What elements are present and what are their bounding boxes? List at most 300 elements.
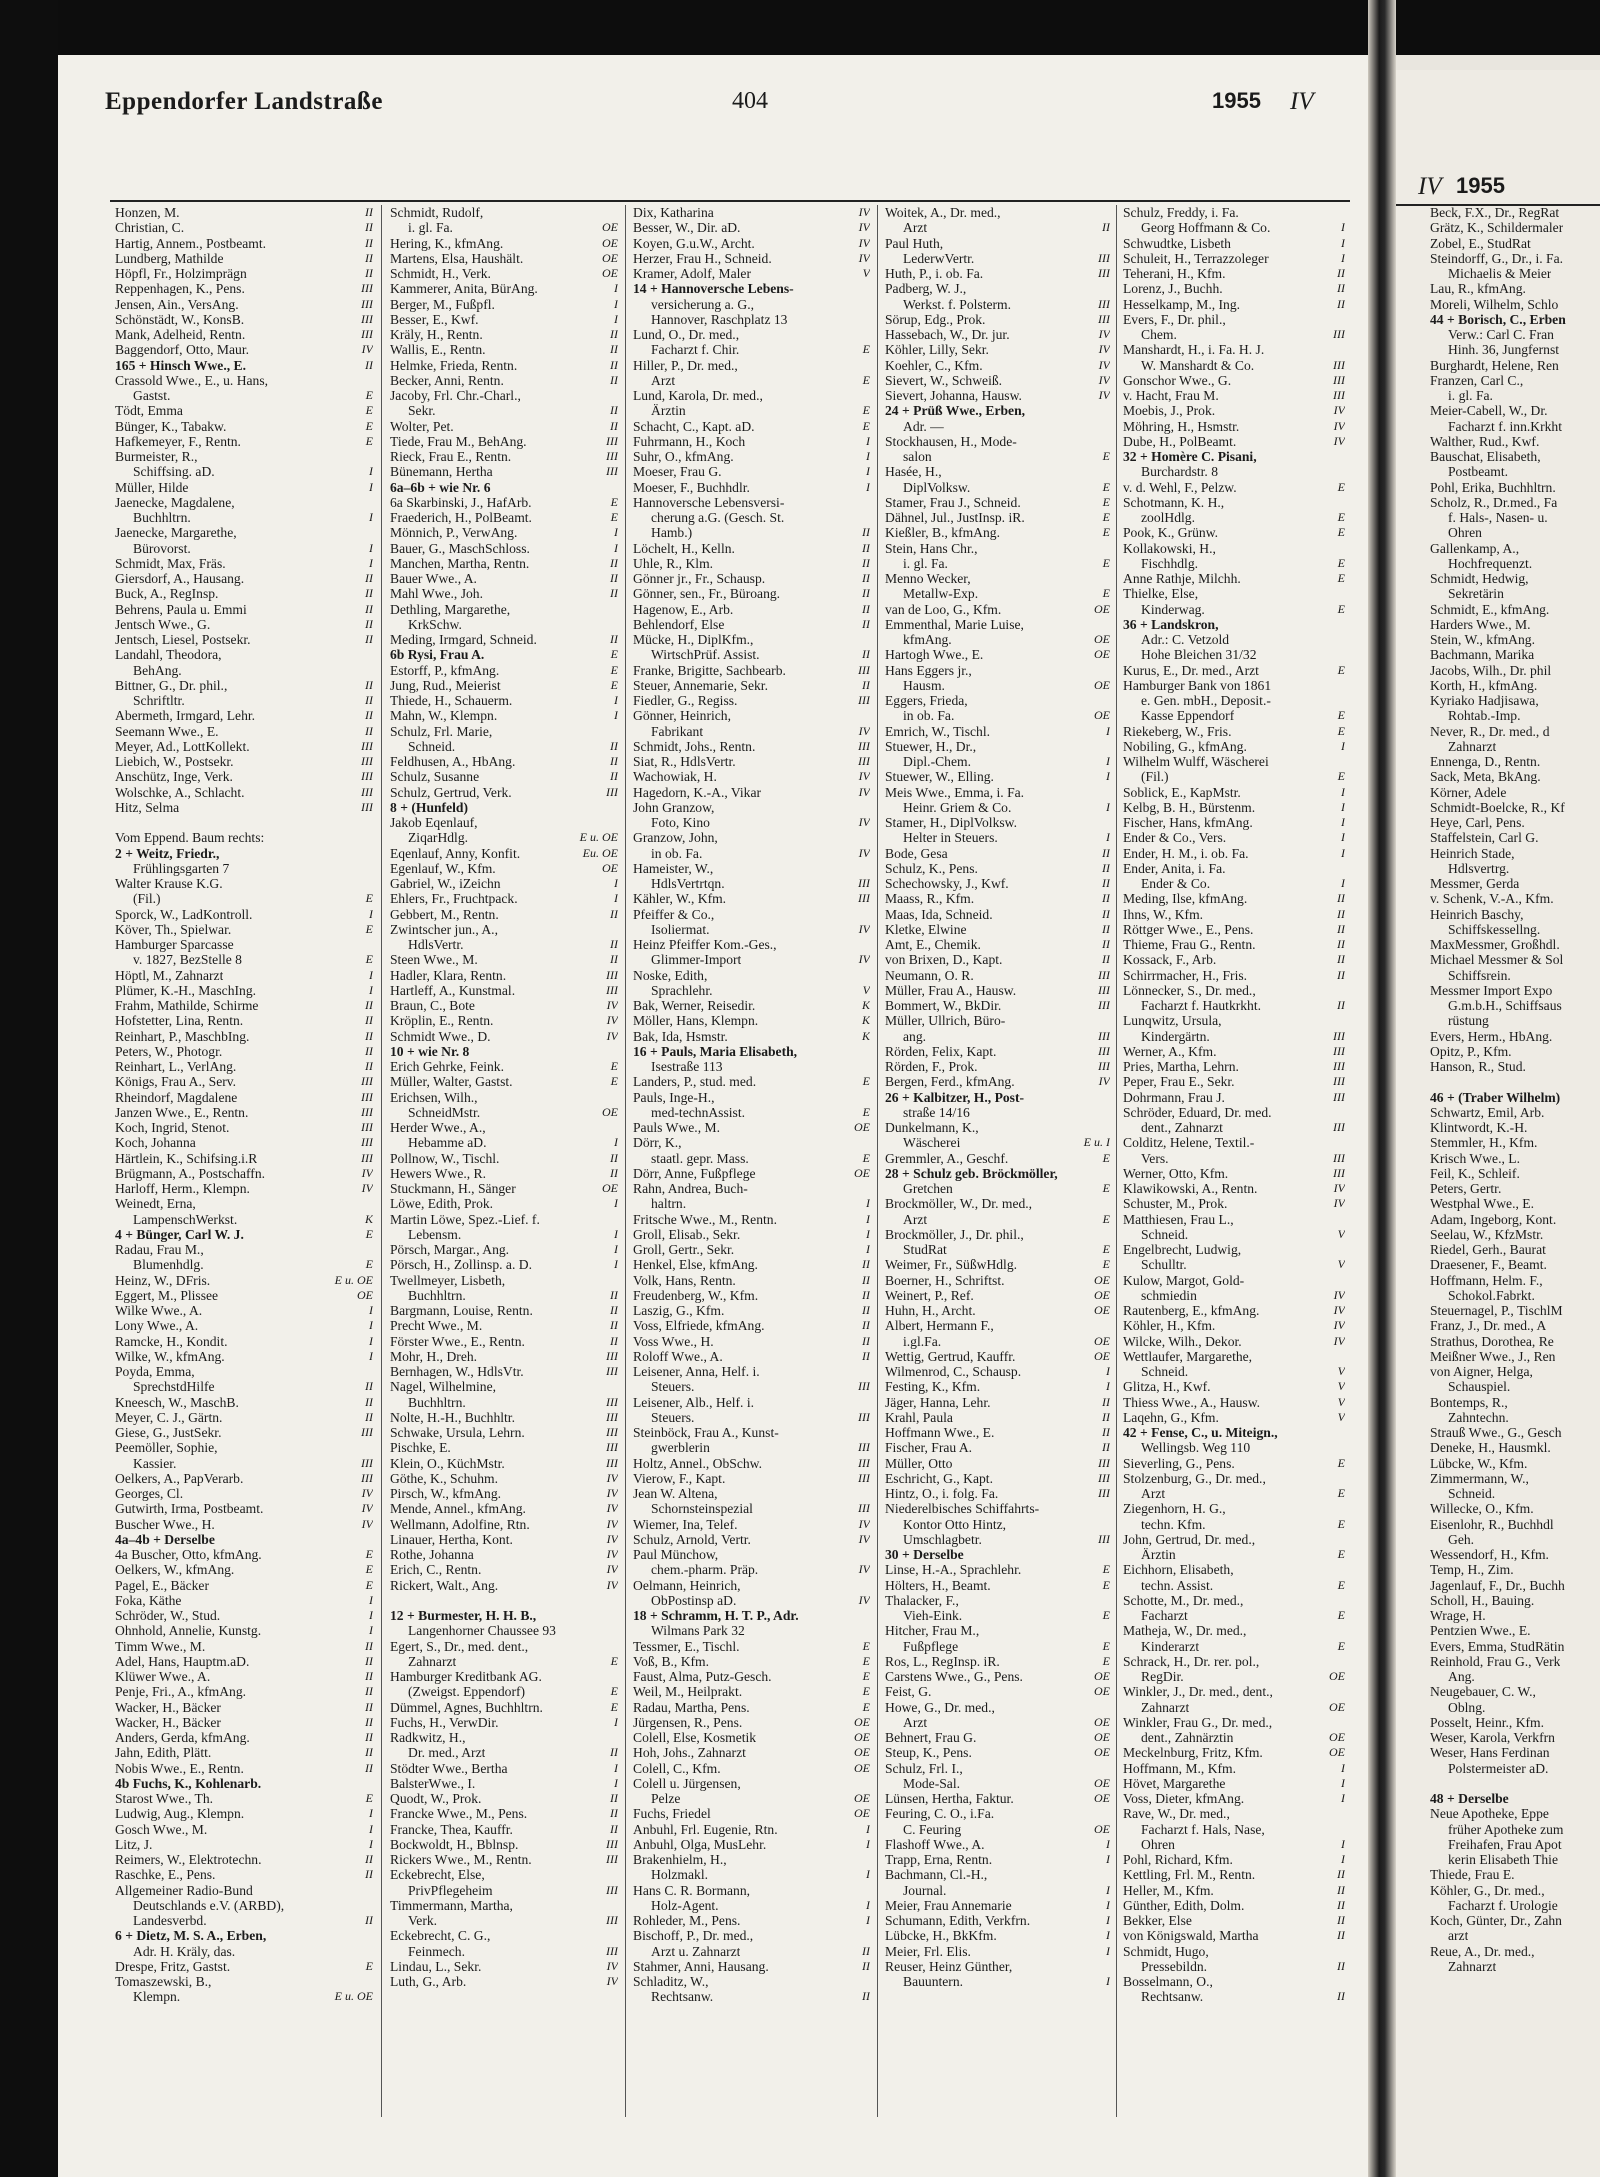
entry-text: Colditz, Helene, Textil.- [1123,1135,1255,1151]
entry-text: Evers, Herm., HbAng. [1430,1028,1553,1044]
directory-column-6 [1430,205,1600,2130]
resident-entry [885,281,1110,296]
resident-entry [1123,785,1345,800]
resident-entry [390,1242,618,1257]
resident-entry [115,1761,373,1776]
entry-text: Schladitz, W., [633,1974,709,1989]
resident-entry [115,1700,373,1715]
resident-entry [885,1913,1110,1928]
entry-text: Bauuntern. [903,1974,964,1989]
floor-marker: E [1337,723,1345,738]
entry-text: 2 + Weitz, Friedr., [115,845,220,861]
entry-text: Heinz, W., DFris. [115,1272,211,1288]
entry-text: Gutwirth, Irma, Postbeamt. [115,1501,264,1517]
entry-text: Ärztin [1141,1547,1176,1562]
resident-entry [885,617,1110,632]
resident-entry [390,1806,618,1821]
entry-text: Facharzt f. Hals, Nase, [1141,1821,1265,1837]
resident-entry [1123,1196,1345,1211]
floor-marker: I [614,876,618,890]
floor-marker: I [1341,1760,1345,1775]
entry-text: Landers, P., stud. med. [633,1074,757,1090]
floor-marker: E [610,1699,618,1714]
floor-marker [1342,1623,1345,1638]
resident-entry [885,1730,1110,1745]
floor-marker: E [365,891,373,906]
resident-entry [633,937,870,952]
resident-entry [115,1425,373,1440]
floor-marker: IV [858,815,870,829]
floor-marker: I [614,1242,618,1256]
entry-text: med-technAssist. [651,1104,746,1120]
floor-marker: E [610,647,618,662]
resident-entry [633,861,870,876]
header-rule [110,200,1350,202]
floor-marker: II [1102,220,1110,235]
floor-marker [867,495,870,510]
resident-entry [885,327,1110,342]
entry-text: Francke, Thea, Kauffr. [390,1821,513,1837]
entry-text: Groll, Gertr., Sekr. [633,1242,735,1257]
entry-text: Zimmermann, W., [1430,1470,1529,1486]
floor-marker: E u. OE [579,830,618,845]
resident-entry [390,632,618,647]
resident-entry [115,586,373,601]
floor-marker: I [866,433,870,448]
entry-text: Heller, M., Kfm. [1123,1882,1214,1898]
entry-text: (Fil.) [133,891,161,907]
resident-entry [1123,602,1345,617]
entry-text: Körner, Adele [1430,784,1507,800]
house-number-entry [885,1547,1110,1562]
resident-entry [115,434,373,449]
floor-marker: II [610,418,618,433]
entry-text: Bachmann, Cl.-H., [885,1867,988,1883]
floor-marker: III [606,784,618,799]
entry-text: Leisener, Anna, Helf. i. [633,1364,760,1379]
entry-text: Deutschlands e.V. (ARBD), [133,1897,285,1913]
floor-marker [1107,541,1110,556]
entry-text: Harloff, Herm., Klempn. [115,1181,250,1196]
floor-marker: I [369,906,373,921]
floor-marker [370,1532,373,1547]
entry-text: Rieck, Frau E., Rentn. [390,449,512,464]
resident-entry [115,1898,373,1913]
resident-entry [115,739,373,754]
resident-entry [633,1578,870,1593]
floor-marker: II [1102,845,1110,860]
resident-entry [885,1471,1110,1486]
floor-marker: I [1341,784,1345,799]
resident-entry [115,556,373,571]
resident-entry [390,449,618,464]
floor-marker: IV [858,1516,870,1531]
floor-marker [867,297,870,312]
resident-entry [115,1913,373,1928]
resident-entry [390,1669,618,1684]
entry-text: John, Gertrud, Dr. med., [1123,1531,1256,1547]
entry-text: Reppenhagen, K., Pens. [115,281,245,297]
resident-entry [885,876,1110,891]
floor-marker: IV [1098,357,1110,372]
entry-text: Winkler, Frau G., Dr. med., [1123,1714,1273,1730]
resident-entry [885,1395,1110,1410]
floor-marker: IV [606,1516,618,1531]
resident-entry [115,830,373,845]
entry-text: Ender & Co. [1141,876,1211,891]
resident-entry [115,1547,373,1562]
resident-entry [115,1318,373,1333]
resident-entry [1430,464,1600,479]
resident-entry [390,1364,618,1379]
entry-text: Wacker, H., Bäcker [115,1714,221,1730]
floor-marker: IV [858,845,870,860]
entry-text: Grätz, K., Schildermaler [1430,220,1564,236]
floor-marker [1342,495,1345,510]
entry-text: Dix, Katharina [633,205,714,220]
floor-marker: II [862,1989,870,2004]
resident-entry [115,1501,373,1516]
floor-marker [1342,1684,1345,1699]
entry-text: in ob. Fa. [651,845,703,861]
resident-entry [885,602,1110,617]
resident-entry [390,266,618,281]
floor-marker: III [858,1501,870,1516]
entry-text: Maas, Ida, Schneid. [885,906,993,922]
entry-text: Matheja, W., Dr. med., [1123,1623,1247,1639]
entry-text: v. Schenk, V.-A., Kfm. [1430,891,1554,907]
resident-entry [633,647,870,662]
resident-entry [390,1410,618,1425]
floor-marker: III [858,1409,870,1424]
entry-text: Reue, A., Dr. med., [1430,1943,1535,1959]
floor-marker: E [365,1226,373,1241]
floor-marker: OE [602,235,618,250]
resident-entry [633,1303,870,1318]
resident-entry [390,830,618,845]
resident-entry [633,373,870,388]
resident-entry [1430,1334,1600,1349]
resident-entry [1430,434,1600,449]
resident-entry [390,1273,618,1288]
entry-text: Franke, Brigitte, Sachbearb. [633,662,786,678]
resident-entry [115,480,373,495]
entry-text: Möller, Hans, Klempn. [633,1013,759,1029]
entry-text: Krisch Wwe., L. [1430,1150,1520,1166]
resident-entry [1123,1715,1345,1730]
resident-entry [390,861,618,876]
resident-entry [1123,1974,1345,1989]
resident-entry [1123,1486,1345,1501]
floor-marker: I [866,1226,870,1241]
entry-text: Evers, Emma, StudRätin [1430,1638,1565,1654]
resident-entry [885,922,1110,937]
resident-entry [115,1379,373,1394]
entry-text: Colell u. Jürgensen, [633,1775,741,1791]
entry-text: Peper, Frau E., Sekr. [1123,1074,1235,1090]
resident-entry [633,1181,870,1196]
entry-text: Wolschke, A., Schlacht. [115,784,245,800]
floor-marker [615,800,618,815]
floor-marker: OE [1094,1684,1110,1699]
entry-text: Koch, Ingrid, Stenot. [115,1120,230,1135]
resident-entry [115,891,373,906]
entry-text: Stamer, Frau J., Schneid. [885,494,1021,510]
floor-marker: IV [361,1516,373,1531]
resident-entry [885,297,1110,312]
resident-entry [633,602,870,617]
entry-text: Löwe, Edith, Prok. [390,1196,494,1212]
resident-entry [115,998,373,1013]
entry-text: Ender & Co., Vers. [1123,830,1227,846]
floor-marker: III [858,1379,870,1394]
floor-marker [1107,1959,1110,1974]
resident-entry [1123,876,1345,891]
floor-marker [615,1669,618,1684]
floor-marker: IV [1333,1333,1345,1348]
resident-entry [115,678,373,693]
floor-marker [1342,1425,1345,1440]
resident-entry [633,403,870,418]
resident-entry [390,1730,618,1745]
resident-entry [1123,922,1345,937]
floor-marker: II [610,342,618,357]
resident-entry [390,1776,618,1791]
resident-entry [885,525,1110,540]
resident-entry [1123,525,1345,540]
entry-text: Scholz, R., Dr.med., Fa [1430,494,1558,510]
entry-text: Klempn. [133,1989,181,2005]
floor-marker: OE [1094,1714,1110,1729]
entry-text: Stamer, H., DiplVolksw. [885,815,1017,830]
entry-text: Fabrikant [651,723,704,739]
floor-marker: III [858,1470,870,1485]
resident-entry [1123,1074,1345,1089]
floor-marker: IV [858,1592,870,1607]
entry-text: Pörsch, Margar., Ang. [390,1242,510,1257]
resident-entry [1430,815,1600,830]
floor-marker [1107,1623,1110,1638]
resident-entry [1123,1303,1345,1318]
entry-text: 24 + Prüß Wwe., Erben, [885,403,1026,419]
floor-marker: II [610,1303,618,1317]
resident-entry [633,1196,870,1211]
resident-entry [633,1029,870,1044]
resident-entry [390,1135,618,1150]
resident-entry [1430,236,1600,251]
floor-marker: IV [361,1181,373,1195]
resident-entry [633,1852,870,1867]
resident-entry [390,983,618,998]
floor-marker: II [365,1043,373,1058]
resident-entry [633,1120,870,1135]
entry-text: e. Gen. mbH., Deposit.- [1141,693,1271,708]
entry-text: Bittner, G., Dr. phil., [115,677,228,693]
resident-entry [1430,1013,1600,1028]
resident-entry [885,1974,1110,1989]
floor-marker [1107,1761,1110,1776]
floor-marker: II [365,1714,373,1729]
floor-marker: E [1337,479,1345,494]
floor-marker [615,1212,618,1227]
floor-marker: I [369,1821,373,1836]
resident-entry [390,846,618,861]
entry-text: Bünger, K., Tabakw. [115,418,227,434]
entry-text: Peters, Gertr. [1430,1181,1502,1196]
resident-entry [1430,1898,1600,1913]
entry-text: Harders Wwe., M. [1430,616,1531,632]
entry-text: DiplVolksw. [903,479,971,495]
floor-marker [1342,1212,1345,1227]
resident-entry [390,358,618,373]
entry-text: Georges, Cl. [115,1486,184,1501]
entry-text: Kettling, Frl. M., Rentn. [1123,1867,1256,1883]
floor-marker: OE [602,220,618,235]
entry-text: Isoliermat. [651,921,710,937]
floor-marker: V [1337,1257,1345,1272]
resident-entry [115,922,373,937]
floor-marker: E [1102,479,1110,494]
resident-entry [885,1486,1110,1501]
floor-marker: OE [1094,1745,1110,1760]
floor-marker: E [365,952,373,967]
resident-entry [885,663,1110,678]
resident-entry [885,739,1110,754]
floor-marker: I [1341,799,1345,814]
resident-entry [115,815,373,830]
floor-marker: E [610,1059,618,1073]
resident-entry [1123,586,1345,601]
resident-entry [390,1074,618,1089]
resident-entry [1123,998,1345,1013]
entry-text: LampenschWerkst. [133,1211,238,1227]
floor-marker: II [610,327,618,341]
entry-text: Lundberg, Mathilde [115,250,224,266]
entry-text: Pook, K., Grünw. [1123,525,1219,541]
resident-entry [390,754,618,769]
resident-entry [885,1776,1110,1791]
house-number-entry [390,647,618,662]
floor-marker: III [606,1348,618,1363]
floor-marker: III [606,982,618,997]
floor-marker: E [862,1653,870,1668]
entry-text: techn. Assist. [1141,1577,1214,1593]
entry-text: Trapp, Erna, Rentn. [885,1852,993,1867]
floor-marker: III [858,693,870,707]
entry-text: Rheindorf, Magdalene [115,1089,238,1105]
floor-marker: IV [1098,342,1110,357]
entry-text: Voss, Dieter, kfmAng. [1123,1791,1245,1806]
entry-text: Anschütz, Inge, Verk. [115,769,233,785]
entry-text: Twellmeyer, Lisbeth, [390,1272,506,1288]
entry-text: W. Manshardt & Co. [1141,357,1255,373]
entry-text: Fuchs, Friedel [633,1806,711,1822]
floor-marker: III [1098,250,1110,265]
resident-entry [1430,1425,1600,1440]
entry-text: Kossack, F., Arb. [1123,952,1217,968]
resident-entry [390,998,618,1013]
entry-text: Hoffmann, M., Kfm. [1123,1760,1237,1776]
resident-entry [115,1135,373,1150]
house-number-entry [390,800,618,815]
floor-marker: OE [1094,632,1110,646]
floor-marker: E [1102,586,1110,601]
floor-marker: OE [854,1791,870,1805]
resident-entry [1430,1181,1600,1196]
entry-text: Wäscherei [903,1135,961,1151]
floor-marker [1107,663,1110,678]
entry-text: Stein, Hans Chr., [885,540,978,556]
resident-entry [115,800,373,815]
entry-text: Meier, Frl. Elis. [885,1943,971,1959]
house-number-entry [1430,312,1600,327]
entry-text: Peters, W., Photogr. [115,1043,223,1059]
resident-entry [885,907,1110,922]
resident-entry [1123,205,1345,220]
resident-entry [885,830,1110,845]
entry-text: 48 + Derselbe [1430,1791,1509,1806]
entry-text: Ehlers, Fr., Fruchtpack. [390,891,518,907]
floor-marker: II [365,1013,373,1028]
resident-entry [1430,1303,1600,1318]
entry-text: Emrich, W., Tischl. [885,723,990,739]
resident-entry [633,434,870,449]
entry-text: Kontor Otto Hintz, [903,1516,1007,1532]
floor-marker [370,1974,373,1989]
entry-text: Voß, B., Kfm. [633,1653,710,1669]
entry-text: Paul Huth, [885,235,944,251]
floor-marker: II [365,1730,373,1744]
entry-text: Huth, P., i. ob. Fa. [885,266,984,281]
floor-marker: I [614,891,618,906]
resident-entry [885,1898,1110,1913]
floor-marker: II [610,738,618,753]
floor-marker [1342,617,1345,632]
entry-text: C. Feuring [903,1821,962,1837]
resident-entry [1430,937,1600,952]
floor-marker: IV [858,220,870,235]
resident-entry [1123,1547,1345,1562]
entry-text: Peemöller, Sophie, [115,1440,218,1456]
resident-entry [390,678,618,693]
entry-text: von Aigner, Helga, [1430,1364,1533,1379]
floor-marker: I [1106,723,1110,738]
resident-entry [1430,1242,1600,1257]
resident-entry [1430,1196,1600,1211]
resident-entry [1430,1913,1600,1928]
entry-text: Hamburger Sparcasse [115,937,234,952]
floor-marker: I [614,281,618,296]
entry-text: Schrack, H., Dr. rer. pol., [1123,1653,1260,1669]
resident-entry [390,1440,618,1455]
floor-marker: II [1102,876,1110,890]
entry-text: Fiedler, G., Regiss. [633,693,738,708]
entry-text: Paul Münchow, [633,1547,719,1562]
resident-entry [1430,1471,1600,1486]
resident-entry [390,220,618,235]
entry-text: Litz, J. [115,1836,153,1852]
resident-entry [390,922,618,937]
entry-text: 36 + Landskron, [1123,616,1219,632]
resident-entry [1430,419,1600,434]
entry-text: Voss Wwe., H. [633,1333,714,1349]
resident-entry [1430,617,1600,632]
entry-text: Starost Wwe., Th. [115,1791,214,1806]
floor-marker [1342,342,1345,357]
floor-marker: III [1098,1028,1110,1043]
floor-marker: III [1098,1470,1110,1485]
floor-marker: II [1337,1867,1345,1882]
